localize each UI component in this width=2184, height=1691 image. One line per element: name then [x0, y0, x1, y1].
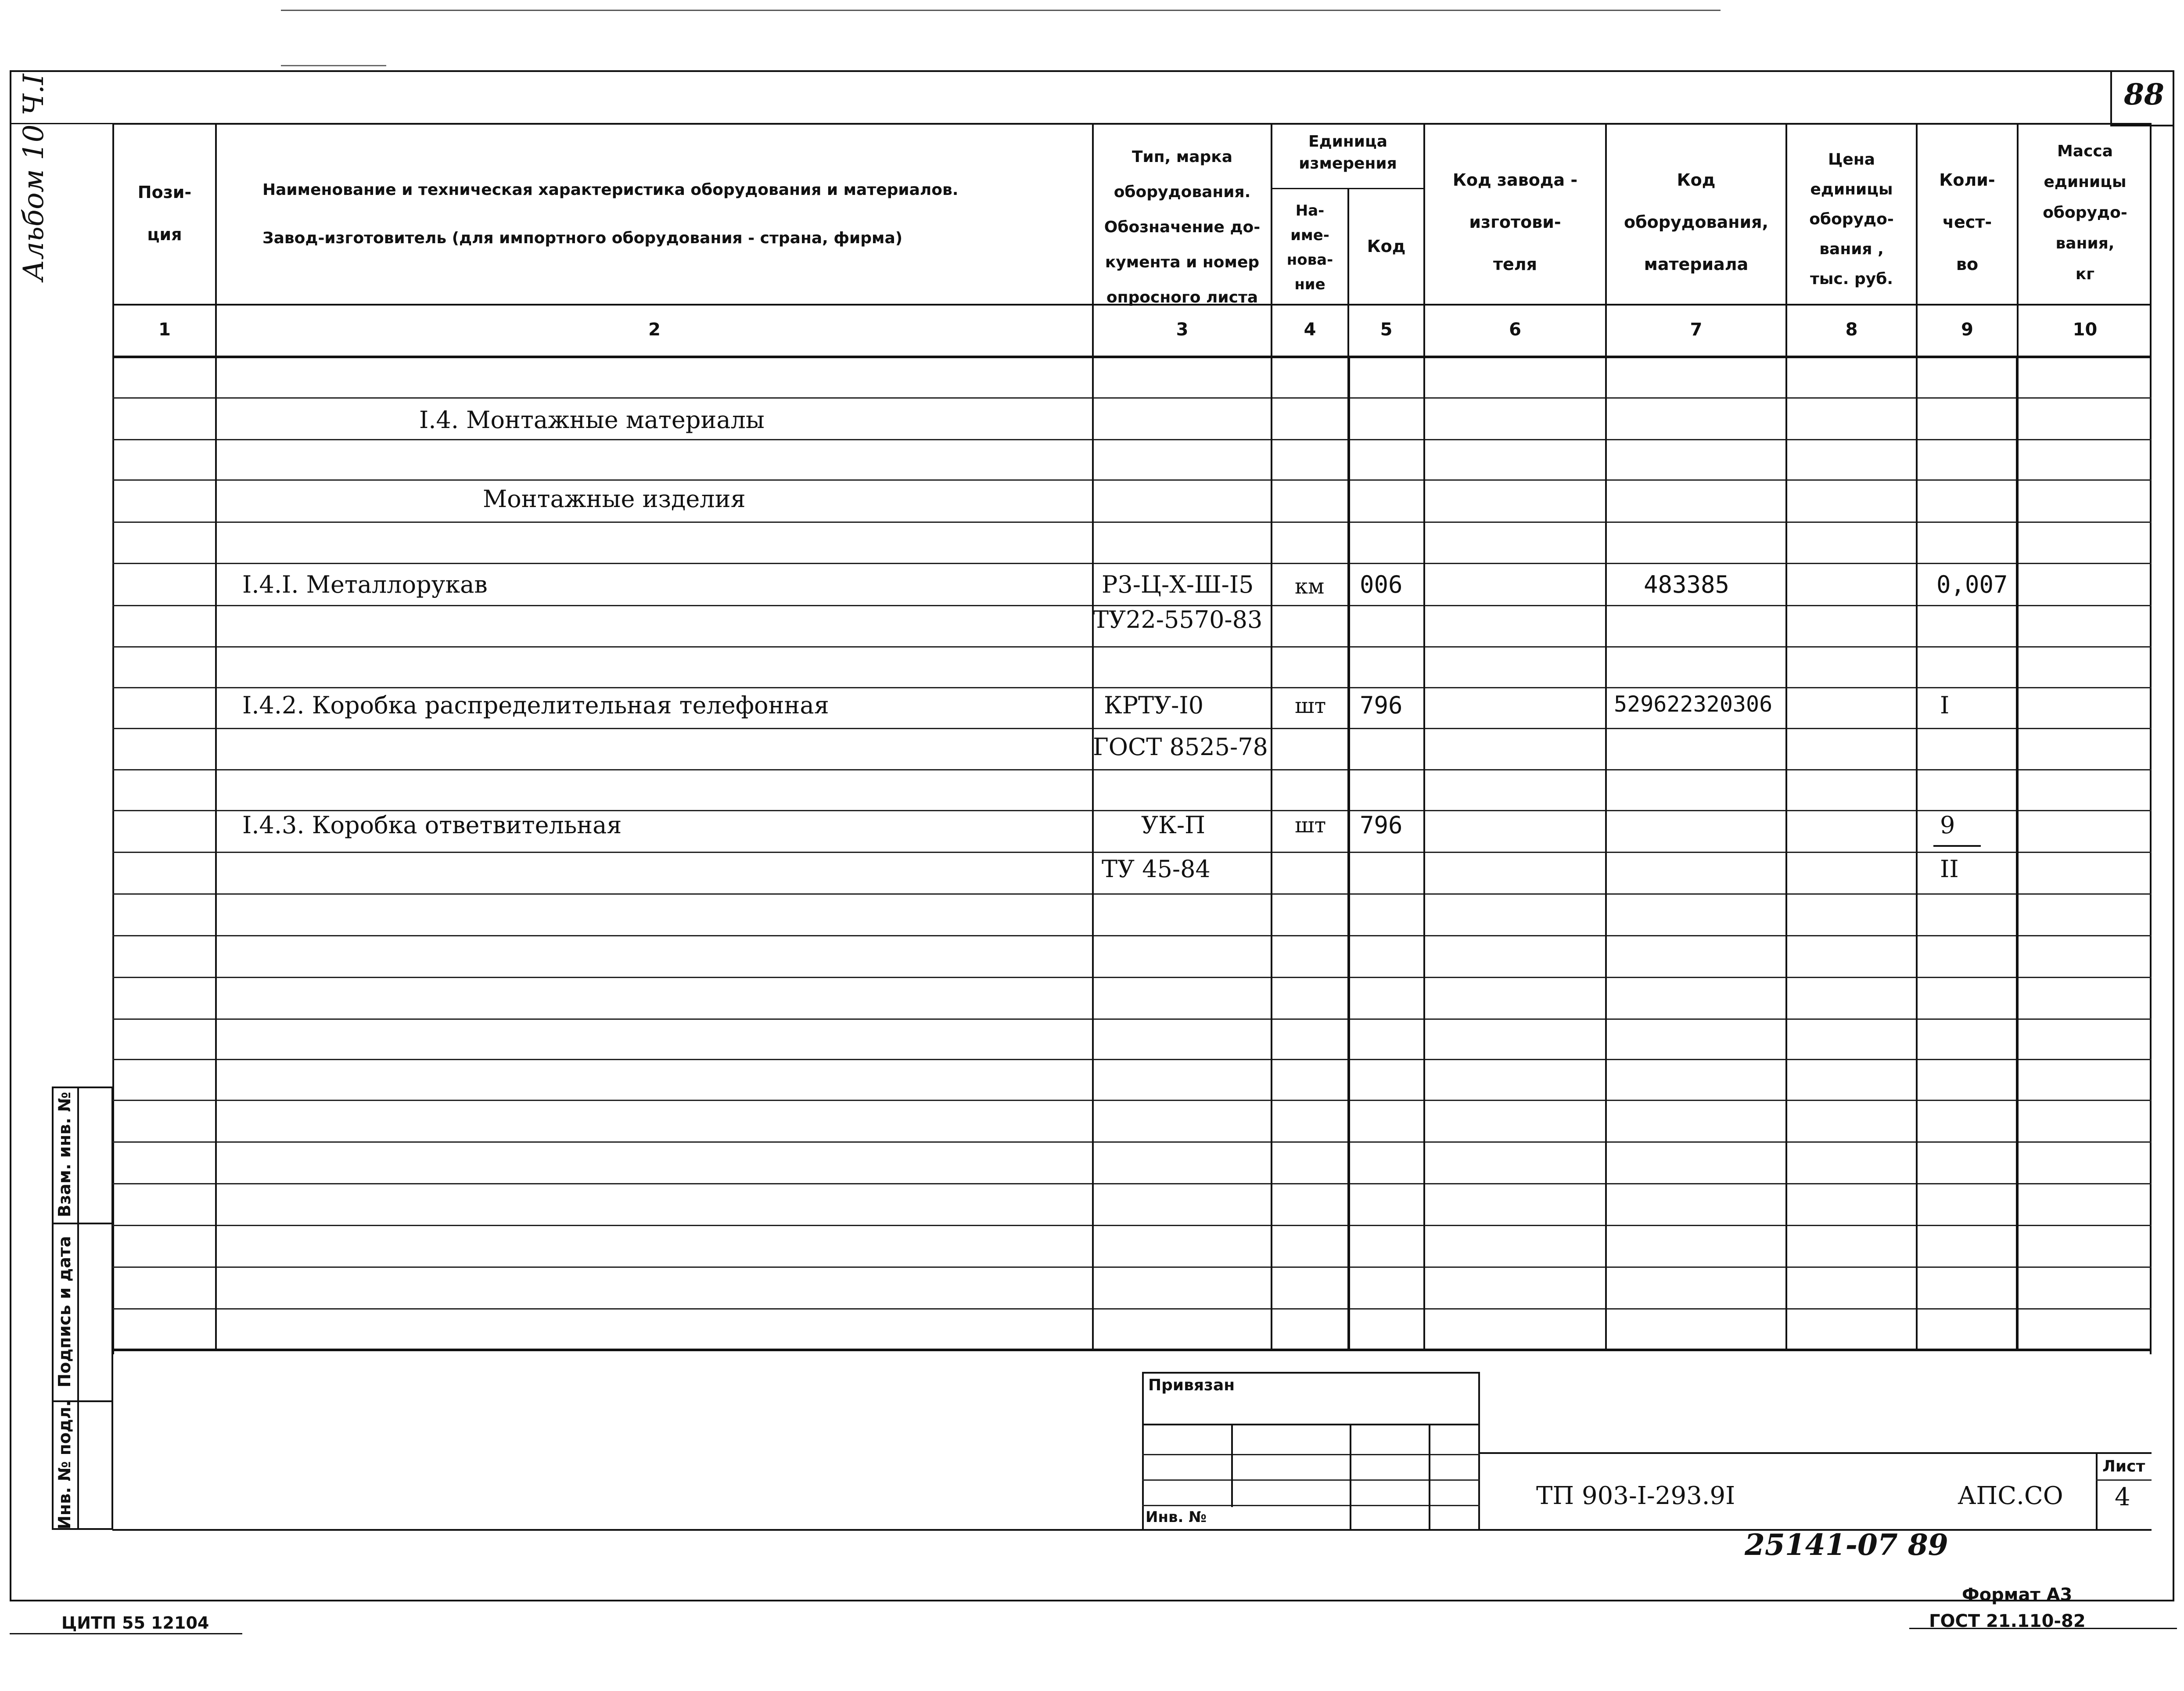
item-3-type: УК-П	[1141, 811, 1206, 839]
album-label: Альбом 10 Ч.I	[18, 74, 50, 281]
hdr-col7: Код оборудования, материала	[1624, 170, 1768, 274]
item-1-unit-code: 006	[1360, 571, 1403, 598]
colnum-1: 1	[158, 320, 171, 340]
top-rule-2	[281, 65, 386, 66]
page-number: 88	[2124, 77, 2164, 112]
item-2-doc: ГОСТ 8525-78	[1093, 733, 1268, 761]
item-3-unit: шт	[1295, 813, 1326, 838]
hdr-col5: Код	[1367, 237, 1406, 256]
col-line-1	[215, 123, 217, 1350]
item-1-type: Р3-Ц-Х-Ш-I5	[1102, 571, 1254, 598]
hdr-col2: Наименование и техническая характеристика оборудования и материалов. Завод-изготовитель (для импортного оборудования - страна, фирма)	[262, 181, 959, 247]
hdr-col4: На- име- нова- ние	[1286, 202, 1333, 293]
handwritten-number: 25141-07 89	[1745, 1528, 1948, 1562]
item-1-name: I.4.I. Металлорукав	[242, 571, 488, 598]
inv-number-label: Инв. №	[1146, 1508, 1207, 1526]
item-2-quantity: I	[1940, 691, 1950, 719]
bound-label: Привязан	[1148, 1376, 1235, 1394]
unit-split-line	[1271, 188, 1423, 189]
item-2-name: I.4.2. Коробка распределительная телефонная	[242, 691, 829, 719]
colnum-10: 10	[2073, 320, 2098, 340]
sheet-number: 4	[2115, 1483, 2130, 1511]
hdr-col8: Цена единицы оборудо- вания , тыс. руб.	[1809, 151, 1894, 288]
item-3-unit-code: 796	[1360, 811, 1403, 839]
colnum-2: 2	[648, 320, 661, 340]
colnum-9: 9	[1961, 320, 1973, 340]
hdr-col10: Масса единицы оборудо- вания, кг	[2043, 142, 2127, 283]
quantity-underline	[1933, 845, 1981, 847]
gost-label: ГОСТ 21.110-82	[1929, 1611, 2086, 1631]
doc-code: ТП 903-I-293.9I	[1536, 1482, 1735, 1510]
item-2-unit-code: 796	[1360, 691, 1403, 719]
colnum-6: 6	[1509, 320, 1521, 340]
item-3-quantity-below: II	[1940, 855, 1959, 883]
item-3-doc: ТУ 45-84	[1102, 855, 1211, 883]
sheet-box-left	[2096, 1452, 2098, 1530]
title-block-top	[1480, 1452, 2152, 1454]
colnum-5: 5	[1380, 320, 1393, 340]
colnum-4: 4	[1304, 320, 1316, 340]
hdr-col6: Код завода - изготови- теля	[1452, 170, 1578, 274]
item-1-doc: ТУ22-5570-83	[1093, 606, 1263, 633]
bottom-left-line	[10, 1633, 242, 1634]
item-2-unit: шт	[1295, 694, 1326, 718]
top-rule	[281, 10, 1721, 11]
thick-block	[1347, 356, 2019, 1351]
item-1-unit: км	[1295, 574, 1325, 599]
hdr-col9: Коли- чест- во	[1939, 170, 1995, 274]
hdr-col3: Тип, марка оборудования. Обозначение до- кумента и номер опросного листа	[1104, 148, 1261, 306]
stamp-signature-label: Подпись и дата	[55, 1236, 74, 1388]
subsection-title: Монтажные изделия	[483, 485, 746, 513]
item-2-equipment-code: 529622320306	[1614, 691, 1773, 717]
col-line-3	[1271, 123, 1272, 1350]
sheet-label: Лист	[2102, 1457, 2145, 1475]
stamp-inv-label: Инв. № подл.	[55, 1400, 74, 1530]
section-title: I.4. Монтажные материалы	[419, 406, 765, 434]
stamp-vzam-label: Взам. инв. №	[55, 1092, 74, 1217]
format-label: Формат А3	[1962, 1585, 2073, 1605]
item-3-name: I.4.3. Коробка ответвительная	[242, 811, 622, 839]
item-3-quantity: 9	[1940, 811, 1955, 839]
doc-suffix: АПС.СО	[1958, 1482, 2063, 1510]
hdr-col1: Пози- ция	[137, 183, 192, 244]
colnum-3: 3	[1176, 320, 1189, 340]
colnum-7: 7	[1690, 320, 1703, 340]
header-top-line	[112, 123, 2152, 125]
bottom-left-code: ЦИТП 55 12104	[61, 1613, 209, 1633]
hdr-unit-group: Единица измерения	[1299, 133, 1397, 173]
item-1-quantity: 0,007	[1936, 571, 2008, 598]
item-1-equipment-code: 483385	[1644, 571, 1730, 598]
colnum-8: 8	[1845, 320, 1858, 340]
item-2-type: КРТУ-I0	[1104, 691, 1204, 719]
